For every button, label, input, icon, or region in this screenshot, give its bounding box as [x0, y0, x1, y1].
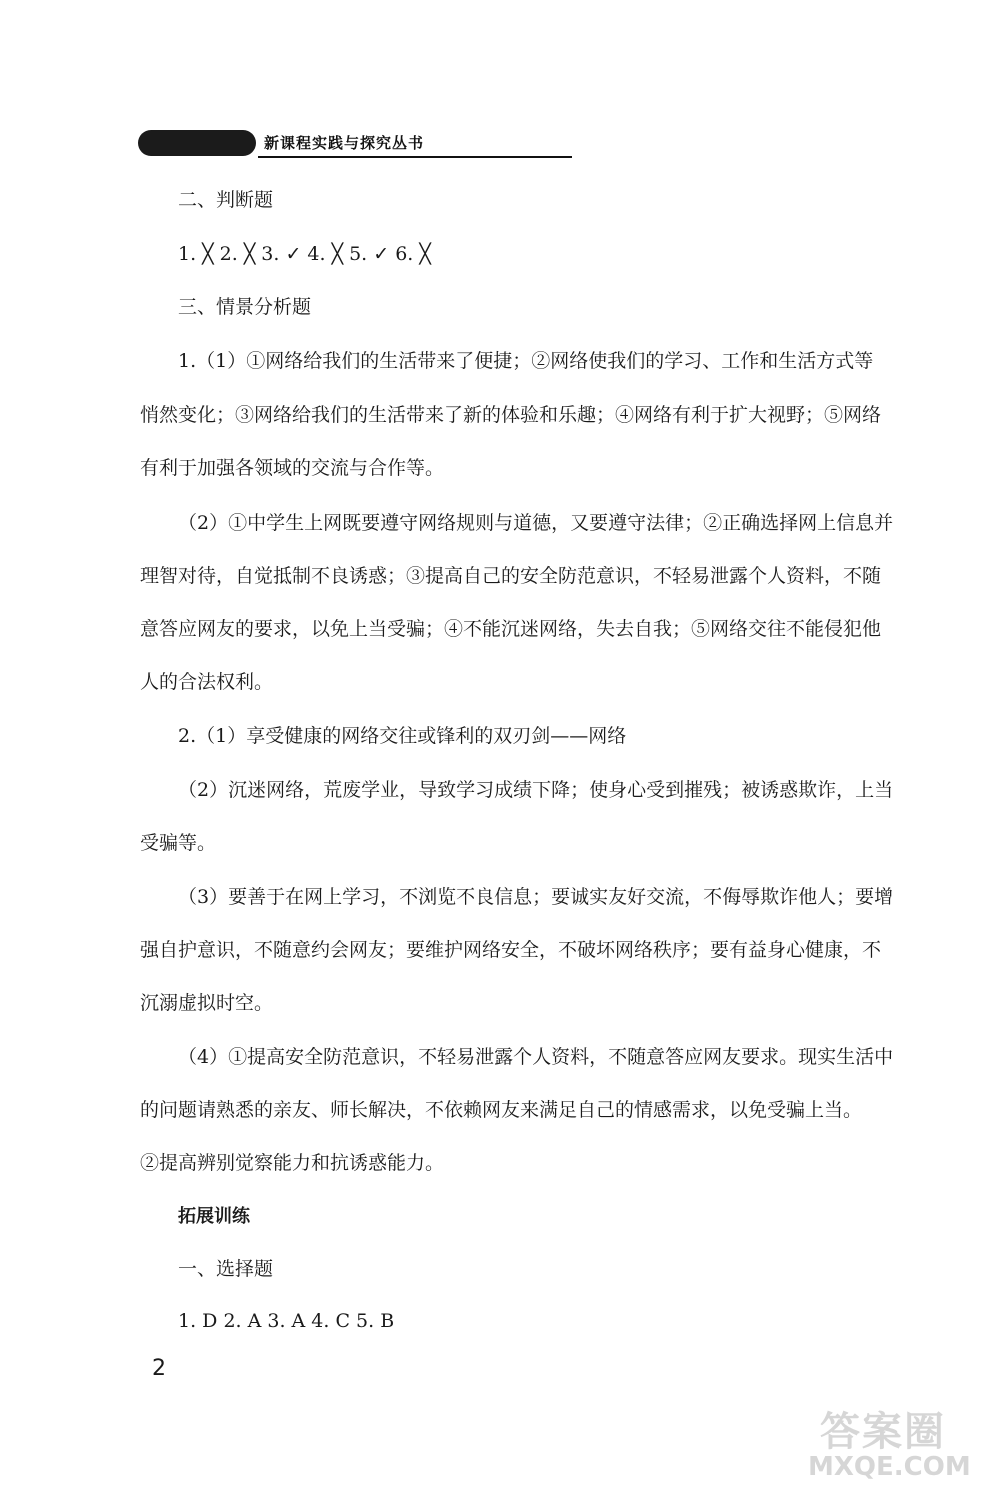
section-heading-choice: 一、选择题: [178, 1258, 274, 1280]
answer-line: （2）沉迷网络，荒废学业，导致学习成绩下降；使身心受到摧残；被诱惑欺诈，上当: [178, 779, 894, 801]
answer-line: 受骗等。: [140, 832, 217, 854]
judgement-answers: 1. ╳ 2. ╳ 3. ✓ 4. ╳ 5. ✓ 6. ╳: [178, 243, 431, 265]
page-number: 2: [152, 1356, 166, 1381]
answer-line: ②提高辨别觉察能力和抗诱惑能力。: [140, 1152, 445, 1174]
answer-line: （4）①提高安全防范意识，不轻易泄露个人资料，不随意答应网友要求。现实生活中: [178, 1046, 894, 1068]
section-heading-extension: 拓展训练: [178, 1206, 250, 1227]
answer-line: 2.（1）享受健康的网络交往或锋利的双刃剑——网络: [178, 725, 627, 747]
answer-line: （2）①中学生上网既要遵守网络规则与道德，又要遵守法律；②正确选择网上信息并: [178, 512, 894, 534]
watermark: [800, 1400, 990, 1488]
series-title: 新课程实践与探究丛书: [264, 134, 425, 152]
header-decoration-pill: [138, 130, 256, 156]
header-underline: [258, 156, 572, 158]
answer-line: 沉溺虚拟时空。: [140, 992, 274, 1014]
page-header: [138, 126, 438, 162]
answer-line: 强自护意识，不随意约会网友；要维护网络安全，不破坏网络秩序；要有益身心健康，不: [140, 939, 882, 961]
answer-line: 理智对待，自觉抵制不良诱惑；③提高自己的安全防范意识，不轻易泄露个人资料，不随: [140, 565, 882, 587]
answer-line: 悄然变化；③网络给我们的生活带来了新的体验和乐趣；④网络有利于扩大视野；⑤网络: [140, 404, 882, 426]
answer-line: 意答应网友的要求，以免上当受骗；④不能沉迷网络，失去自我；⑤网络交往不能侵犯他: [140, 618, 882, 640]
answer-line: 1.（1）①网络给我们的生活带来了便捷；②网络使我们的学习、工作和生活方式等: [178, 350, 874, 372]
section-heading-judgement: 二、判断题: [178, 189, 274, 211]
answer-line: 人的合法权利。: [140, 671, 274, 693]
answer-line: 的问题请熟悉的亲友、师长解决，不依赖网友来满足自己的情感需求，以免受骗上当。: [140, 1099, 863, 1121]
section-heading-scenario: 三、情景分析题: [178, 296, 312, 318]
answer-line: （3）要善于在网上学习，不浏览不良信息；要诚实友好交流，不侮辱欺诈他人；要增: [178, 886, 894, 908]
choice-answers: 1. D 2. A 3. A 4. C 5. B: [178, 1310, 395, 1332]
watermark-url: MXQE.COM: [808, 1452, 971, 1482]
answer-line: 有利于加强各领域的交流与合作等。: [140, 457, 445, 479]
watermark-logo-text: 答案圈: [820, 1409, 946, 1455]
